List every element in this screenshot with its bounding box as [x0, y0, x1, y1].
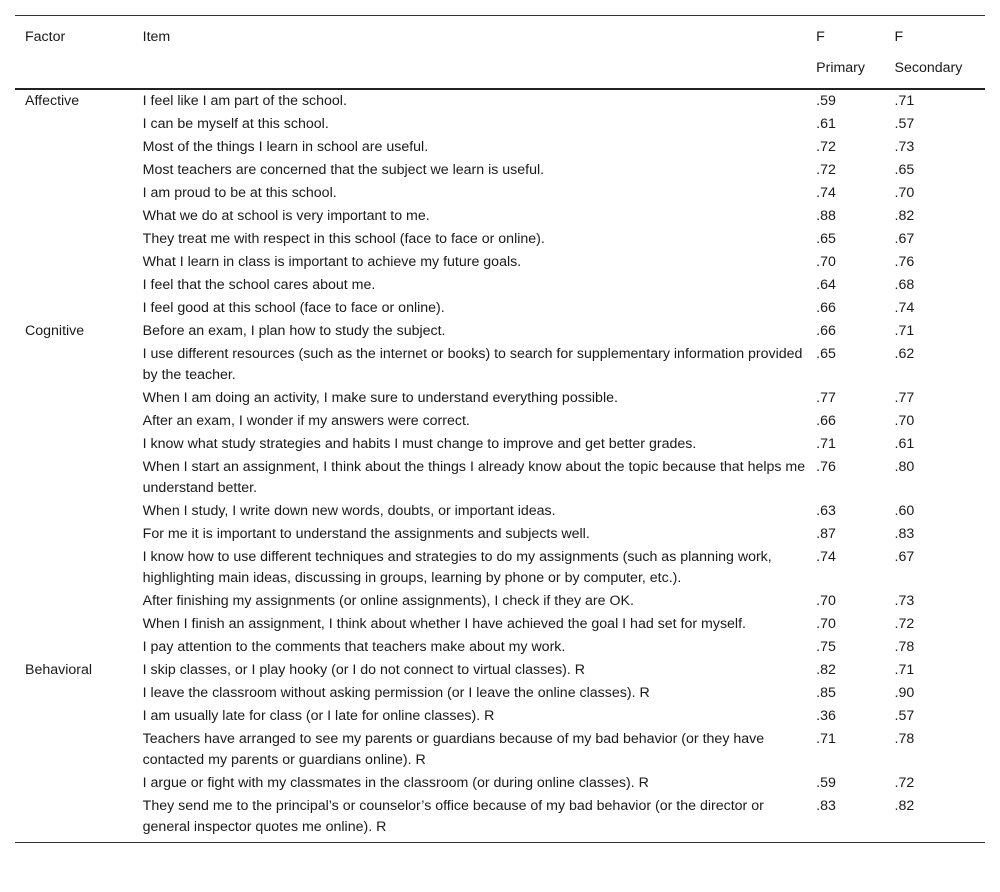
- f-primary-cell: .66: [816, 323, 836, 339]
- factor-cell: [15, 636, 143, 659]
- f-secondary-cell: .72: [894, 775, 915, 791]
- f-primary-cell: .59: [816, 775, 836, 791]
- f-secondary-cell: .60: [894, 503, 915, 519]
- item-cell: I feel that the school cares about me.: [142, 277, 376, 293]
- table-row: [15, 274, 985, 297]
- header-row: [15, 16, 985, 90]
- item-cell: What I learn in class is important to achieve my future goals.: [142, 254, 522, 270]
- table-row: [15, 136, 985, 159]
- f-secondary-cell: .73: [894, 139, 915, 155]
- f-primary-cell: .64: [816, 277, 836, 293]
- f-secondary-cell: .61: [894, 436, 915, 452]
- f-secondary-cell: .67: [894, 549, 915, 565]
- table-row: [15, 89, 985, 113]
- factor-cell: [15, 251, 143, 274]
- item-cell: When I start an assignment, I think about the things I already know about the topic because that helps me understand better.: [142, 459, 806, 496]
- f-primary-cell: .88: [816, 208, 836, 224]
- item-cell: I feel like I am part of the school.: [142, 93, 347, 109]
- f-secondary-cell: .78: [894, 731, 915, 747]
- f-secondary-cell: .83: [894, 526, 915, 542]
- f-primary-cell: .85: [816, 685, 836, 701]
- factor-cell: [15, 795, 143, 843]
- f-primary-cell: .36: [816, 708, 836, 724]
- f-primary-cell: .76: [816, 459, 836, 475]
- item-cell: I skip classes, or I play hooky (or I do not connect to virtual classes). R: [142, 662, 586, 678]
- item-cell: After finishing my assignments (or online assignments), I check if they are OK.: [142, 593, 634, 609]
- factor-cell: [15, 136, 143, 159]
- item-cell: When I am doing an activity, I make sure to understand everything possible.: [142, 390, 618, 406]
- f-secondary-cell: .62: [894, 346, 915, 362]
- table-row: [15, 228, 985, 251]
- table-row: [15, 205, 985, 228]
- factor-cell: [15, 682, 143, 705]
- table-body: [15, 89, 985, 843]
- factor-cell: Affective: [25, 93, 80, 109]
- f-secondary-cell: .73: [894, 593, 915, 609]
- factor-cell: [15, 387, 143, 410]
- table-row: [15, 343, 985, 387]
- f-primary-cell: .65: [816, 346, 836, 362]
- table-row: [15, 320, 985, 343]
- factor-cell: [15, 297, 143, 320]
- f-secondary-cell: .78: [894, 639, 915, 655]
- item-cell: I leave the classroom without asking permission (or I leave the online classes). R: [142, 685, 650, 701]
- f-primary-cell: .70: [816, 593, 836, 609]
- table-row: [15, 251, 985, 274]
- f-secondary-cell: .71: [894, 662, 915, 678]
- f-primary-cell: .74: [816, 185, 836, 201]
- table-row: [15, 795, 985, 843]
- f-primary-cell: .61: [816, 116, 836, 132]
- factor-cell: [15, 456, 143, 500]
- factor-cell: [15, 343, 143, 387]
- table-row: [15, 113, 985, 136]
- f-primary-cell: .82: [816, 662, 836, 678]
- factor-cell: [15, 410, 143, 433]
- table-row: [15, 387, 985, 410]
- table-row: [15, 433, 985, 456]
- item-cell: I pay attention to the comments that teachers make about my work.: [142, 639, 566, 655]
- factor-cell: [15, 728, 143, 772]
- table-row: [15, 500, 985, 523]
- f-primary-cell: .66: [816, 413, 836, 429]
- item-cell: They treat me with respect in this school (face to face or online).: [142, 231, 545, 247]
- factor-cell: [15, 205, 143, 228]
- f-secondary-cell: .77: [894, 390, 915, 406]
- header-factor: Factor: [25, 29, 66, 45]
- f-primary-cell: .74: [816, 549, 836, 565]
- header-item: Item: [142, 29, 171, 45]
- factor-cell: [15, 705, 143, 728]
- f-primary-cell: .71: [816, 436, 836, 452]
- table-row: [15, 456, 985, 500]
- factor-cell: Behavioral: [25, 662, 93, 678]
- item-cell: Most of the things I learn in school are useful.: [142, 139, 429, 155]
- item-cell: I argue or fight with my classmates in the classroom (or during online classes). R: [142, 775, 649, 791]
- item-cell: I know what study strategies and habits I must change to improve and get better grades.: [142, 436, 697, 452]
- item-cell: I use different resources (such as the internet or books) to search for supplementary information provided by the teacher.: [142, 346, 803, 383]
- table-row: [15, 546, 985, 590]
- item-cell: I know how to use different techniques and strategies to do my assignments (such as planning work, highlighting main ideas, discussing in groups, learning by phone or by computer, etc.).: [142, 549, 772, 586]
- table-row: [15, 705, 985, 728]
- f-primary-cell: .77: [816, 390, 836, 406]
- factor-cell: [15, 500, 143, 523]
- f-secondary-cell: .82: [894, 798, 915, 814]
- factor-cell: [15, 159, 143, 182]
- header-f-secondary: F Secondary: [894, 29, 963, 76]
- item-cell: For me it is important to understand the assignments and subjects well.: [142, 526, 590, 542]
- item-cell: What we do at school is very important to me.: [142, 208, 430, 224]
- f-primary-cell: .59: [816, 93, 836, 109]
- table-row: [15, 682, 985, 705]
- f-primary-cell: .72: [816, 139, 836, 155]
- item-cell: I can be myself at this school.: [142, 116, 329, 132]
- factor-cell: Cognitive: [25, 323, 85, 339]
- item-cell: I am proud to be at this school.: [142, 185, 337, 201]
- table-row: [15, 772, 985, 795]
- header-f-primary: F Primary: [816, 29, 865, 76]
- f-secondary-cell: .72: [894, 616, 915, 632]
- f-primary-cell: .72: [816, 162, 836, 178]
- item-cell: I feel good at this school (face to face or online).: [142, 300, 445, 316]
- factor-loadings-table: [15, 15, 985, 843]
- factor-cell: [15, 113, 143, 136]
- table-row: [15, 297, 985, 320]
- f-secondary-cell: .70: [894, 185, 915, 201]
- factor-cell: [15, 182, 143, 205]
- f-primary-cell: .66: [816, 300, 836, 316]
- factor-cell: [15, 228, 143, 251]
- table-row: [15, 182, 985, 205]
- factor-cell: [15, 546, 143, 590]
- f-secondary-cell: .68: [894, 277, 915, 293]
- factor-cell: [15, 772, 143, 795]
- f-secondary-cell: .65: [894, 162, 915, 178]
- f-secondary-cell: .67: [894, 231, 915, 247]
- item-cell: Most teachers are concerned that the subject we learn is useful.: [142, 162, 545, 178]
- factor-cell: [15, 274, 143, 297]
- item-cell: Before an exam, I plan how to study the subject.: [142, 323, 446, 339]
- f-secondary-cell: .74: [894, 300, 915, 316]
- f-primary-cell: .70: [816, 254, 836, 270]
- factor-cell: [15, 433, 143, 456]
- table-row: [15, 636, 985, 659]
- factor-cell: [15, 590, 143, 613]
- item-cell: After an exam, I wonder if my answers were correct.: [142, 413, 470, 429]
- f-secondary-cell: .82: [894, 208, 915, 224]
- f-secondary-cell: .57: [894, 708, 915, 724]
- f-secondary-cell: .76: [894, 254, 915, 270]
- f-primary-cell: .83: [816, 798, 836, 814]
- item-cell: They send me to the principal’s or counselor’s office because of my bad behavior (or the director or general inspector quotes me online). R: [142, 798, 764, 835]
- f-primary-cell: .65: [816, 231, 836, 247]
- item-cell: When I finish an assignment, I think about whether I have achieved the goal I had set for myself.: [142, 616, 746, 632]
- table-row: [15, 159, 985, 182]
- item-cell: When I study, I write down new words, doubts, or important ideas.: [142, 503, 556, 519]
- f-primary-cell: .75: [816, 639, 836, 655]
- f-secondary-cell: .70: [894, 413, 915, 429]
- f-secondary-cell: .80: [894, 459, 915, 475]
- f-secondary-cell: .57: [894, 116, 915, 132]
- table-row: [15, 410, 985, 433]
- factor-cell: [15, 613, 143, 636]
- table-row: [15, 728, 985, 772]
- f-primary-cell: .70: [816, 616, 836, 632]
- f-primary-cell: .87: [816, 526, 836, 542]
- table-row: [15, 659, 985, 682]
- f-primary-cell: .63: [816, 503, 836, 519]
- item-cell: I am usually late for class (or I late for online classes). R: [142, 708, 495, 724]
- table-row: [15, 613, 985, 636]
- f-secondary-cell: .90: [894, 685, 915, 701]
- table-row: [15, 523, 985, 546]
- table-row: [15, 590, 985, 613]
- f-secondary-cell: .71: [894, 323, 915, 339]
- f-secondary-cell: .71: [894, 93, 915, 109]
- item-cell: Teachers have arranged to see my parents or guardians because of my bad behavior (or they have contacted my parents or guardians online). R: [142, 731, 765, 768]
- factor-cell: [15, 523, 143, 546]
- f-primary-cell: .71: [816, 731, 836, 747]
